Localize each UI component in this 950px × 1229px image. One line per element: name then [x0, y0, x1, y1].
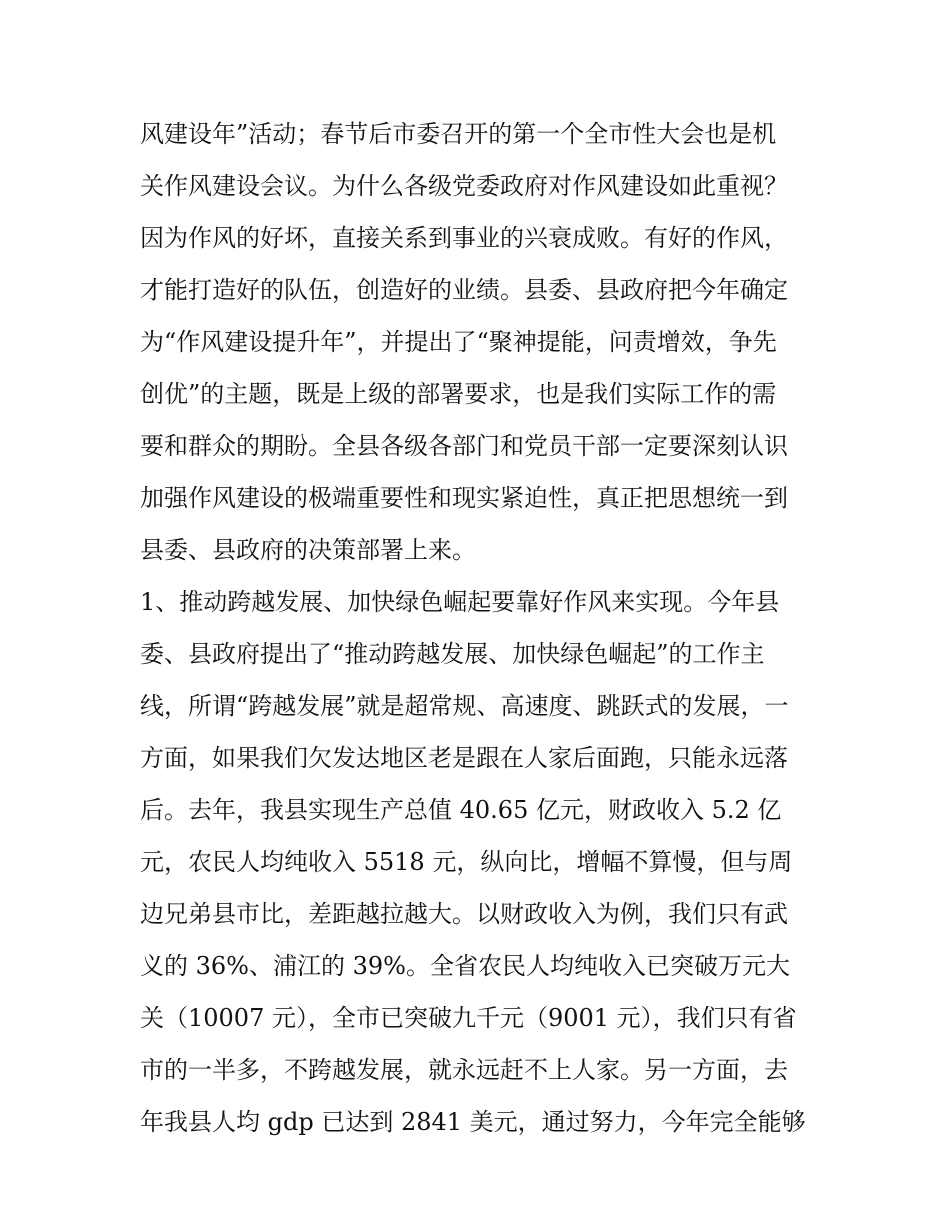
text-line-6: 创优”的主题，既是上级的部署要求，也是我们实际工作的需	[140, 380, 777, 408]
text-line-12: 线，所谓“跨越发展”就是超常规、高速度、跳跃式的发展，一	[140, 692, 789, 720]
text-line-14: 后。去年，我县实现生产总值 40.65 亿元，财政收入 5.2 亿	[140, 796, 782, 824]
text-line-15: 元，农民人均纯收入 5518 元，纵向比，增幅不算慢，但与周	[140, 848, 793, 876]
text-line-10: 1、推动跨越发展、加快绿色崛起要靠好作风来实现。今年县	[140, 588, 780, 616]
text-line-18: 关（10007 元），全市已突破九千元（9001 元），我们只有省	[140, 1004, 797, 1032]
text-line-3: 因为作风的好坏，直接关系到事业的兴衰成败。有好的作风，	[140, 224, 788, 252]
text-line-5: 为“作风建设提升年”，并提出了“聚神提能，问责增效，争先	[140, 328, 777, 356]
text-line-11: 委、县政府提出了“推动跨越发展、加快绿色崛起”的工作主	[140, 640, 765, 668]
text-line-20: 年我县人均 gdp 已达到 2841 美元，通过努力，今年完全能够	[140, 1108, 806, 1136]
text-line-8: 加强作风建设的极端重要性和现实紧迫性，真正把思想统一到	[140, 484, 788, 512]
text-line-9: 县委、县政府的决策部署上来。	[140, 536, 476, 564]
text-line-17: 义的 36%、浦江的 39%。全省农民人均纯收入已突破万元大	[140, 952, 790, 980]
body-text	[140, 108, 820, 1148]
text-line-13: 方面，如果我们欠发达地区老是跟在人家后面跑，只能永远落	[140, 744, 788, 772]
text-line-19: 市的一半多，不跨越发展，就永远赶不上人家。另一方面，去	[140, 1056, 788, 1084]
text-line-16: 边兄弟县市比，差距越拉越大。以财政收入为例，我们只有武	[140, 900, 788, 928]
text-line-2: 关作风建设会议。为什么各级党委政府对作风建设如此重视？	[140, 172, 788, 200]
text-line-4: 才能打造好的队伍，创造好的业绩。县委、县政府把今年确定	[140, 276, 788, 304]
text-line-1: 风建设年”活动；春节后市委召开的第一个全市性大会也是机	[140, 120, 777, 148]
text-line-7: 要和群众的期盼。全县各级各部门和党员干部一定要深刻认识	[140, 432, 788, 460]
